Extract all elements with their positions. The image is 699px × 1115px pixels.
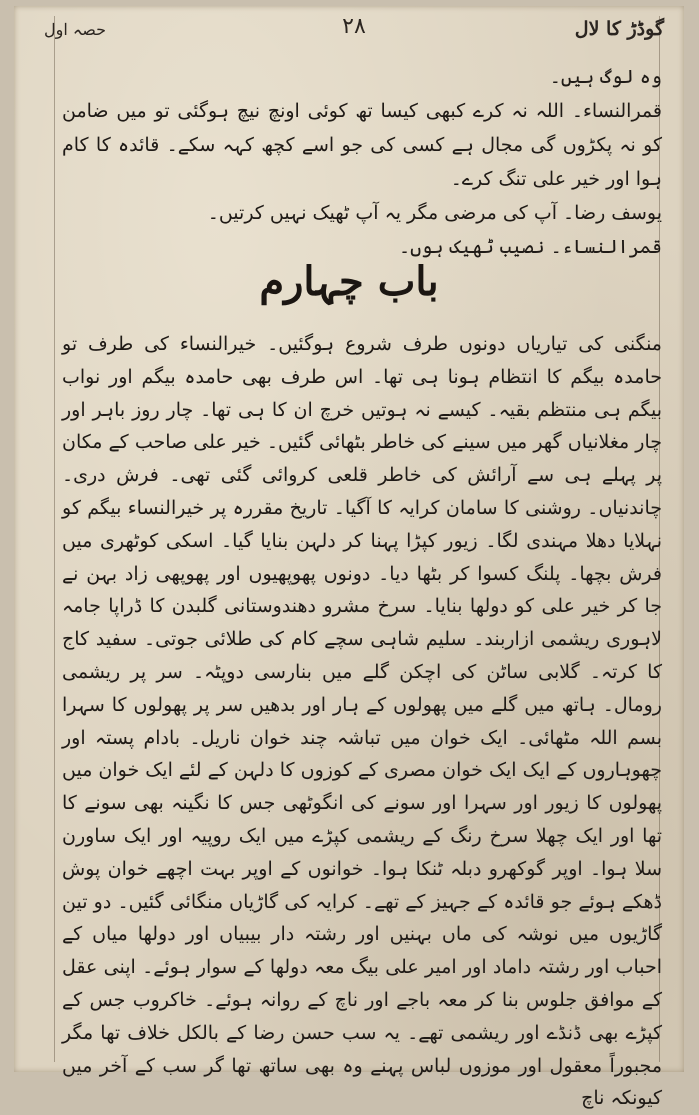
left-margin-rule — [54, 16, 55, 1062]
body-text — [62, 328, 662, 1115]
page-header — [44, 14, 664, 48]
book-page — [14, 6, 684, 1110]
dialogue-line: یوسف رضا۔ آپ کی مرضی مگر یہ آپ ٹھیک نہیں کرتیں۔ — [207, 202, 662, 224]
part-label: حصہ اول — [44, 20, 107, 39]
page-number: ۲۸ — [342, 14, 366, 39]
dialogue-block — [62, 60, 662, 264]
body-paragraph: منگنی کی تیاریاں دونوں طرف شروع ہوگئیں۔ خیرالنساء کی طرف تو حامدہ بیگم کا انتظام ہونا ہی تھا۔ اس طرف بھی حامدہ بیگم اور نواب بیگم ہی منتظم بقیہ۔ کیسے نہ ہوتیں خرچ ان کا ہی تھا۔ چار روز باہر اور چار مغلانیاں گھر میں سینے کی خاطر بٹھائی گئیں۔ خیر علی صاحب کے مکان پر پہلے ہی سے آرائش کی خاطر قلعی کروائی گئی تھی۔ فرش دری۔ چاندنیاں۔ روشنی کا سامان کرایہ کا آگیا۔ تاریخ مقررہ پر خیرالنساء بیگم کو نہلایا دھلا مہندی لگا۔ زیور کپڑا پہنا کر دلہن بنایا گیا۔ اسکی کوٹھری میں فرش بچھا۔ پلنگ کسوا کر بٹھا دیا۔ دونوں پھوپھیوں اور پھوپھی زاد بہن نے جا کر خیر علی کو دولھا بنایا۔ سرخ مشرو دھندوستانی گلبدن کا ڈراپا جامہ لاہوری ریشمی ازاربند۔ سلیم شاہی سچے کام کی طلائی جوتی۔ سفید کاج کا کرتہ۔ گلابی ساٹن کی اچکن گلے میں بنارسی دوپٹہ۔ سر پر ریشمی رومال۔ ہاتھ میں گلے میں پھولوں کے ہار اور بدھیں سر پر پھولوں کا سہرا بسم اللہ مٹھائی۔ ایک خوان میں تباشہ چند خوان ناریل۔ بادام پستہ اور چھوہاروں کے ایک ایک خوان مصری کے کوزوں کا دلہن کے لئے ایک خوان میں پھولوں کا زیور اور سہرا اور سونے کی انگوٹھی جس کا نگینہ بھی سونے کا تھا اور ایک چھلا سرخ رنگ کے ریشمی کپڑے میں ایک روپیہ اور ایک ساورن سلا ہوا۔ اوپر گوکھرو دبلہ ٹنکا ہوا۔ خوانوں کے اوپر بہت اچھے خوان پوش ڈھکے ہوئے جو قائدہ کے جہیز کے تھے۔ کرایہ کی گاڑیاں منگائی گئیں۔ دو تین گاڑیوں میں نوشہ کی ماں بہنیں اور رشتہ دار بیبیاں اور دولھا میاں کے احباب اور رشتہ داماد اور امیر علی بیگ معہ دولھا کے سوار ہوئے۔ اپنی عقل کے موافق جلوس بنا کر معہ باجے اور ناچ کے روانہ ہوئے۔ خاکروب جس کے کپڑے بھی ڈنڈے اور ریشمی تھے۔ یہ سب حسن رضا کے بالکل خلاف تھا مگر مجبوراً معقول اور موزوں لباس پہنے وہ بھی ساتھ تھا گر سب کے آخر میں کیونکہ ناچ — [62, 333, 662, 1110]
dialogue-line: قمرالنساء۔ نصیب ٹھیک ہوں۔ — [398, 236, 662, 258]
dialogue-line: وہ لوگ ہیں۔ — [549, 66, 662, 88]
chapter-heading: باب چہارم — [259, 258, 439, 305]
dialogue-line: قمرالنساء۔ اللہ نہ کرے کبھی کیسا تھ کوئی اونچ نیچ ہوگئی تو میں ضامن کو نہ پکڑوں گی مجال ہے کسی کی جو اسے کچھ کہہ سکے۔ قائدہ کا کام ہوا اور خیر علی تنگ کرے۔ — [62, 100, 662, 190]
book-title: گوڈڑ کا لال — [574, 18, 664, 40]
